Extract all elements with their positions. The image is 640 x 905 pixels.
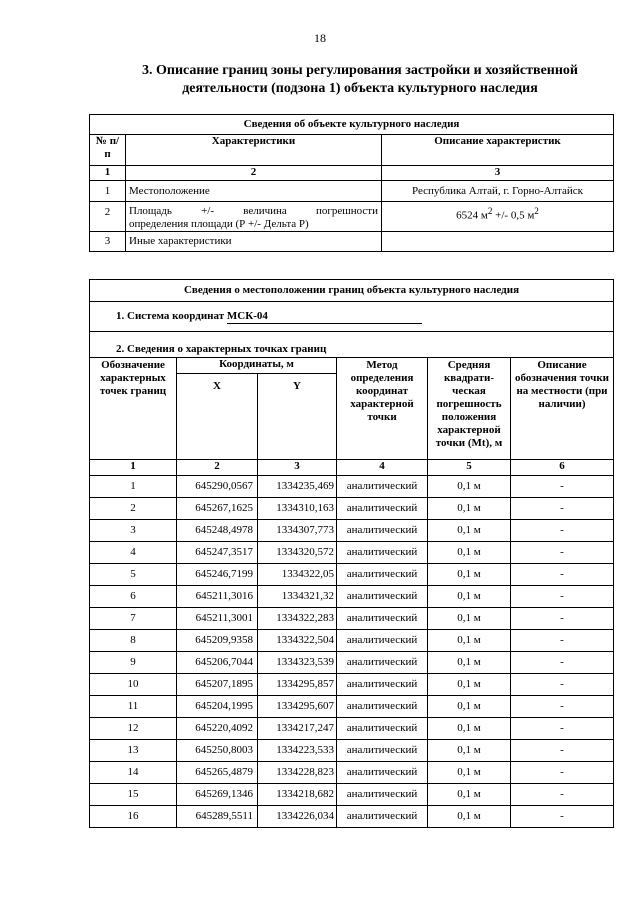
error-cell: 0,1 м: [428, 520, 511, 542]
coordinate-system-label: 1. Система координат: [116, 309, 227, 322]
point-number: 16: [90, 806, 177, 828]
method-cell: аналитический: [337, 740, 428, 762]
description-cell: -: [511, 608, 614, 630]
table-row: [90, 674, 614, 696]
area-tolerance: +/- 0,5 м: [492, 209, 535, 222]
row-number: 2: [90, 202, 126, 232]
x-coordinate: 645211,3001: [177, 608, 258, 630]
point-rows: [90, 476, 614, 828]
description-cell: -: [511, 498, 614, 520]
point-number: 2: [90, 498, 177, 520]
table-row: [90, 718, 614, 740]
y-coordinate: 1334228,823: [258, 762, 337, 784]
table-row: [90, 564, 614, 586]
table-row: [90, 608, 614, 630]
y-coordinate: 1334218,682: [258, 784, 337, 806]
point-number: 3: [90, 520, 177, 542]
error-cell: 0,1 м: [428, 542, 511, 564]
x-coordinate: 645289,5511: [177, 806, 258, 828]
area-value: 6524 м: [456, 209, 488, 222]
y-coordinate: 1334295,607: [258, 696, 337, 718]
coordinates-header: Координаты, м: [177, 358, 337, 374]
table-row: [90, 806, 614, 828]
point-number: 12: [90, 718, 177, 740]
y-coordinate: 1334217,247: [258, 718, 337, 740]
method-cell: аналитический: [337, 806, 428, 828]
x-coordinate: 645269,1346: [177, 784, 258, 806]
method-cell: аналитический: [337, 718, 428, 740]
description-cell: -: [511, 586, 614, 608]
section-title: 3. Описание границ зоны регулирования застройки и хозяйственной деятельности (подзона 1) объекта культурного наследия: [141, 63, 578, 96]
index-cell: 3: [258, 460, 337, 476]
point-number: 7: [90, 608, 177, 630]
index-cell: 6: [511, 460, 614, 476]
index-cell: 2: [177, 460, 258, 476]
boundary-points-table: [89, 279, 614, 828]
characteristic-value: [382, 202, 614, 232]
x-coordinate: 645265,4879: [177, 762, 258, 784]
index-cell: 3: [382, 166, 614, 181]
table-row: [90, 740, 614, 762]
table-row: [90, 630, 614, 652]
table-row: [90, 784, 614, 806]
description-cell: -: [511, 784, 614, 806]
description-cell: -: [511, 718, 614, 740]
description-cell: -: [511, 630, 614, 652]
y-coordinate: 1334310,163: [258, 498, 337, 520]
x-coordinate: 645209,9358: [177, 630, 258, 652]
error-cell: 0,1 м: [428, 630, 511, 652]
description-cell: -: [511, 564, 614, 586]
description-cell: -: [511, 542, 614, 564]
x-coordinate: 645248,4978: [177, 520, 258, 542]
index-cell: 1: [90, 166, 126, 181]
point-number: 15: [90, 784, 177, 806]
x-coordinate: 645206,7044: [177, 652, 258, 674]
point-number: 8: [90, 630, 177, 652]
table-row: [90, 586, 614, 608]
y-coordinate: 1334320,572: [258, 542, 337, 564]
y-coordinate: 1334322,05: [258, 564, 337, 586]
characteristic-value: [382, 232, 614, 252]
method-cell: аналитический: [337, 586, 428, 608]
point-number: 4: [90, 542, 177, 564]
superscript: 2: [487, 206, 493, 216]
error-cell: 0,1 м: [428, 586, 511, 608]
index-cell: 2: [126, 166, 382, 181]
x-coordinate: 645246,7199: [177, 564, 258, 586]
col-characteristics-header: Характеристики: [126, 135, 382, 166]
method-cell: аналитический: [337, 762, 428, 784]
x-coordinate: 645267,1625: [177, 498, 258, 520]
description-cell: -: [511, 476, 614, 498]
y-coordinate: 1334295,857: [258, 674, 337, 696]
error-cell: 0,1 м: [428, 784, 511, 806]
index-cell: 1: [90, 460, 177, 476]
characteristic-name-line: определения площади (Р +/- Дельта Р): [129, 218, 309, 230]
method-cell: аналитический: [337, 564, 428, 586]
error-cell: 0,1 м: [428, 476, 511, 498]
method-cell: аналитический: [337, 608, 428, 630]
object-info-table: [89, 114, 614, 252]
description-cell: -: [511, 806, 614, 828]
point-number: 14: [90, 762, 177, 784]
y-coordinate: 1334321,32: [258, 586, 337, 608]
method-cell: аналитический: [337, 674, 428, 696]
table-row: [90, 652, 614, 674]
row-number: 1: [90, 181, 126, 202]
x-coordinate: 645247,3517: [177, 542, 258, 564]
method-cell: аналитический: [337, 652, 428, 674]
col-num-header: № п/п: [90, 135, 126, 166]
characteristic-name: Местоположение: [126, 181, 382, 202]
superscript: 2: [534, 206, 539, 216]
point-number: 6: [90, 586, 177, 608]
table-row: [90, 696, 614, 718]
error-cell: 0,1 м: [428, 652, 511, 674]
y-coordinate: 1334226,034: [258, 806, 337, 828]
method-cell: аналитический: [337, 476, 428, 498]
coordinate-system-value: МСК-04: [227, 310, 422, 324]
characteristic-name-line: Площадь +/- величина погрешности: [129, 205, 378, 217]
error-cell: 0,1 м: [428, 718, 511, 740]
coordinate-system: [90, 302, 614, 332]
characteristic-value: Республика Алтай, г. Горно-Алтайск: [382, 181, 614, 202]
table-row: [90, 476, 614, 498]
y-coordinate: 1334307,773: [258, 520, 337, 542]
point-number: 13: [90, 740, 177, 762]
x-coordinate: 645204,1995: [177, 696, 258, 718]
error-header: Средняя квадрати-ческая погрешность положения характерной точки (Mt), м: [428, 358, 511, 460]
description-cell: -: [511, 696, 614, 718]
x-coordinate: 645290,0567: [177, 476, 258, 498]
description-cell: -: [511, 762, 614, 784]
method-cell: аналитический: [337, 784, 428, 806]
method-cell: аналитический: [337, 630, 428, 652]
y-coordinate: 1334235,469: [258, 476, 337, 498]
method-header: Метод определения координат характерной точки: [337, 358, 428, 460]
description-cell: -: [511, 520, 614, 542]
points-section-label: 2. Сведения о характерных точках границ: [90, 332, 614, 358]
page-number: 18: [314, 31, 326, 45]
x-coordinate: 645250,8003: [177, 740, 258, 762]
table-row: [90, 520, 614, 542]
error-cell: 0,1 м: [428, 696, 511, 718]
x-header: X: [177, 374, 258, 460]
description-cell: -: [511, 674, 614, 696]
error-cell: 0,1 м: [428, 762, 511, 784]
point-number: 9: [90, 652, 177, 674]
error-cell: 0,1 м: [428, 564, 511, 586]
description-cell: -: [511, 652, 614, 674]
y-coordinate: 1334323,539: [258, 652, 337, 674]
y-coordinate: 1334322,283: [258, 608, 337, 630]
error-cell: 0,1 м: [428, 674, 511, 696]
method-cell: аналитический: [337, 696, 428, 718]
y-coordinate: 1334223,533: [258, 740, 337, 762]
error-cell: 0,1 м: [428, 608, 511, 630]
designation-header: Обозначение характерных точек границ: [90, 358, 177, 460]
error-cell: 0,1 м: [428, 806, 511, 828]
table-row: [90, 542, 614, 564]
method-cell: аналитический: [337, 498, 428, 520]
point-number: 11: [90, 696, 177, 718]
x-coordinate: 645211,3016: [177, 586, 258, 608]
y-coordinate: 1334322,504: [258, 630, 337, 652]
characteristic-name: Иные характеристики: [126, 232, 382, 252]
x-coordinate: 645207,1895: [177, 674, 258, 696]
row-number: 3: [90, 232, 126, 252]
location-header: Сведения о местоположении границ объекта культурного наследия: [90, 280, 614, 302]
point-number: 5: [90, 564, 177, 586]
object-info-header: Сведения об объекте культурного наследия: [90, 115, 614, 135]
description-header: Описание обозначения точки на местности (при наличии): [511, 358, 614, 460]
method-cell: аналитический: [337, 520, 428, 542]
description-cell: -: [511, 740, 614, 762]
error-cell: 0,1 м: [428, 498, 511, 520]
index-cell: 5: [428, 460, 511, 476]
point-number: 1: [90, 476, 177, 498]
characteristic-name: [126, 202, 382, 232]
error-cell: 0,1 м: [428, 740, 511, 762]
table-row: [90, 498, 614, 520]
point-number: 10: [90, 674, 177, 696]
index-cell: 4: [337, 460, 428, 476]
col-description-header: Описание характеристик: [382, 135, 614, 166]
x-coordinate: 645220,4092: [177, 718, 258, 740]
y-header: Y: [258, 374, 337, 460]
table-row: [90, 762, 614, 784]
method-cell: аналитический: [337, 542, 428, 564]
